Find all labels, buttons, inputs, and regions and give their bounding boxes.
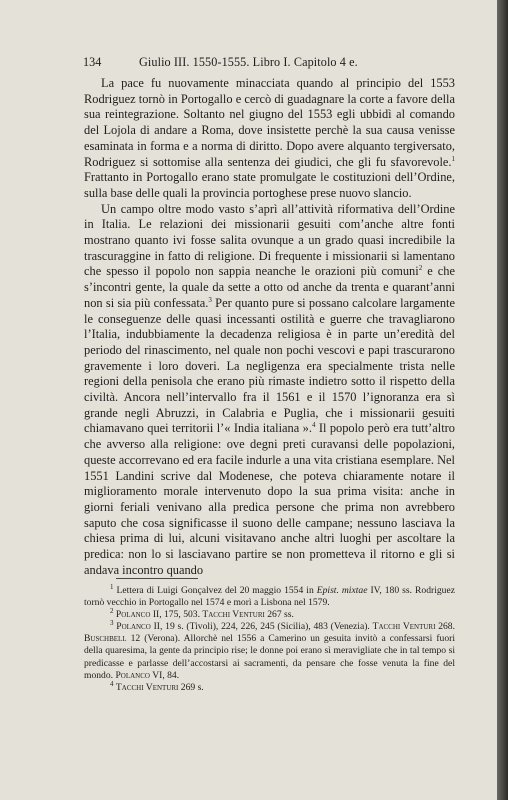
page-number: 134 bbox=[83, 55, 102, 69]
footnote-ref: 1 bbox=[451, 154, 455, 163]
footnote-divider bbox=[116, 578, 198, 579]
paragraph: Un campo oltre modo vasto s’aprì all’attività riformativa dell’Ordine in Italia. Le relazioni dei missionarii gesuiti com’anche altre fonti mostrano quanto ivi fosse salita ovunque a un grado quasi incredibile la trascuraggine in fatto di religione. Di frequente i missionarii si lamentano che spesso il popolo non sappia neanche le orazioni più comuni$^2$ e che s’incontri gente, la quale da sette a otto od anche da trenta e quarant’anni non si sia più confessata.$^3$ Per quanto pure si possano calcolare largamente le conseguenze delle quasi incessanti ostilità e guerre che travagliarono l’Italia, indubbiamente la decadenza religiosa è in parte un’eredità del periodo del rinascimento, nel quale non pochi vescovi e papi trascurarono gravemente i loro doveri. La negligenza era specialmente trista nelle regioni della penisola che erano più rimaste indietro sotto il rispetto della civiltà. Ancora nell’intervallo fra il 1561 e il 1570 l’ignoranza era sì grande negli Abruzzi, in Calabria e Puglia, che i missionarii gesuiti chiamavano quei territorii l’« India italiana ».$^4$ Il popolo però era tutt’altro che avverso alla religione: ove degni preti curavansi delle popolazioni, queste accorrevano ed era facile indurle a una vita cristiana esemplare. Nel 1551 Landini scrive dal Modenese, che poteva chiaramente notare il miglioramento morale intervenuto dopo la sua prima visita: anche in giorni feriali venivano alla predica persone che prima non avrebbero saputo che cosa significasse il suono delle campane; nessuno lasciava la chiesa prima di lui, alcuni visitavano anche altri luoghi per ascoltare la predica: non lo si lasciavano partire se non prometteva il ritorno e gli si andava incontro quando bbox=[84, 201, 455, 577]
footnote: $^2$ Polanco II, 175, 503. Tacchi Venturi 267 ss. bbox=[110, 607, 294, 621]
footnote-ref: 2 bbox=[418, 264, 423, 273]
footnote: $^3$ Polanco II, 19 s. (Tivoli), 224, 226, 245 (Sicilia), 483 (Venezia). Tacchi Venturi 268. Buschbell 12 (Verona). Allorchè nel 1556 a Camerino un gesuita invitò a confessarsi fuori della quaresima, la gente da principio rise; le donne poi erano sì meravigliate che in tal tempo si predicasse e parlasse dell’accostarsi ai sacramenti, da pensare che fosse venuta la fine del mondo. Polanco VI, 84. bbox=[84, 619, 455, 681]
footnote-ref: 4 bbox=[311, 421, 316, 430]
footnote: $^4$ Tacchi Venturi 269 s. bbox=[110, 679, 204, 693]
main-text bbox=[84, 76, 455, 579]
footnote: $^1$ Lettera di Luigi Gonçalvez del 20 maggio 1554 in Epist. mixtae IV, 180 ss. Rodriguez tornò vecchio in Portogallo nel 1574 e morì a Lisbona nel 1579. bbox=[84, 582, 455, 609]
page-edge-shadow bbox=[497, 0, 508, 800]
running-title: Giulio III. 1550-1555. Libro I. Capitolo 4 e. bbox=[139, 55, 358, 69]
footnotes bbox=[84, 582, 455, 694]
paragraph: La pace fu nuovamente minacciata quando al principio del 1553 Rodriguez tornò in Portogallo e cercò di guadagnare la corte a favore della sua reintegrazione. Soltanto nel giugno del 1553 egli ubbidì al comando del Lojola di andare a Roma, dove insistette perchè la sua causa venisse esaminata in forma e a norma di diritto. Dopo avere alquanto tergiversato, Rodriguez si sottomise alla sentenza dei giudici, che gli fu sfavorevole.$^1$ Frattanto in Portogallo erano state promulgate le costituzioni dell’Ordine, sulla base delle quali la provincia portoghese prese nuovo slancio. bbox=[84, 76, 455, 200]
footnote-ref: 3 bbox=[208, 295, 212, 304]
